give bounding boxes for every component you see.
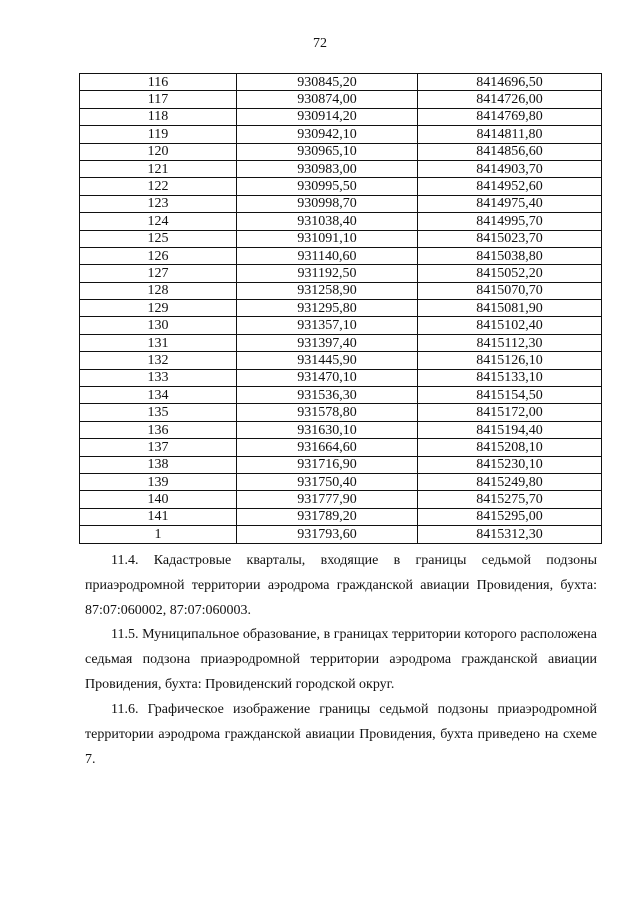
table-row (80, 195, 602, 212)
table-row (80, 317, 602, 334)
y-coordinate-cell: 8415194,40 (418, 421, 602, 438)
table-row (80, 334, 602, 351)
y-coordinate-cell: 8415249,80 (418, 473, 602, 490)
point-number-cell: 116 (80, 74, 237, 91)
y-coordinate-cell: 8415038,80 (418, 247, 602, 264)
x-coordinate-cell: 930874,00 (237, 91, 418, 108)
x-coordinate-cell: 931091,10 (237, 230, 418, 247)
x-coordinate-cell: 931038,40 (237, 213, 418, 230)
point-number-cell: 1 (80, 526, 237, 543)
table-row (80, 230, 602, 247)
point-number-cell: 129 (80, 300, 237, 317)
y-coordinate-cell: 8415295,00 (418, 508, 602, 525)
point-number-cell: 132 (80, 352, 237, 369)
y-coordinate-cell: 8415154,50 (418, 387, 602, 404)
y-coordinate-cell: 8415275,70 (418, 491, 602, 508)
table-row (80, 387, 602, 404)
y-coordinate-cell: 8415172,00 (418, 404, 602, 421)
point-number-cell: 135 (80, 404, 237, 421)
y-coordinate-cell: 8415081,90 (418, 300, 602, 317)
table-row (80, 508, 602, 525)
x-coordinate-cell: 930942,10 (237, 126, 418, 143)
table-row (80, 369, 602, 386)
y-coordinate-cell: 8414975,40 (418, 195, 602, 212)
table-row (80, 91, 602, 108)
x-coordinate-cell: 931192,50 (237, 265, 418, 282)
x-coordinate-cell: 931258,90 (237, 282, 418, 299)
table-row (80, 491, 602, 508)
x-coordinate-cell: 931578,80 (237, 404, 418, 421)
x-coordinate-cell: 931789,20 (237, 508, 418, 525)
x-coordinate-cell: 931664,60 (237, 439, 418, 456)
table-row (80, 265, 602, 282)
x-coordinate-cell: 931536,30 (237, 387, 418, 404)
table-row (80, 352, 602, 369)
x-coordinate-cell: 931295,80 (237, 300, 418, 317)
y-coordinate-cell: 8415112,30 (418, 334, 602, 351)
x-coordinate-cell: 930914,20 (237, 108, 418, 125)
point-number-cell: 124 (80, 213, 237, 230)
y-coordinate-cell: 8415102,40 (418, 317, 602, 334)
y-coordinate-cell: 8414696,50 (418, 74, 602, 91)
point-number-cell: 141 (80, 508, 237, 525)
paragraph-11-6 (85, 697, 597, 772)
table-row (80, 456, 602, 473)
point-number-cell: 130 (80, 317, 237, 334)
y-coordinate-cell: 8415023,70 (418, 230, 602, 247)
table-row (80, 300, 602, 317)
table-row (80, 282, 602, 299)
y-coordinate-cell: 8415070,70 (418, 282, 602, 299)
coordinates-table (79, 73, 602, 544)
point-number-cell: 139 (80, 473, 237, 490)
point-number-cell: 121 (80, 160, 237, 177)
x-coordinate-cell: 930965,10 (237, 143, 418, 160)
table-row (80, 143, 602, 160)
point-number-cell: 117 (80, 91, 237, 108)
y-coordinate-cell: 8415230,10 (418, 456, 602, 473)
table-row (80, 178, 602, 195)
x-coordinate-cell: 931793,60 (237, 526, 418, 543)
table-row (80, 108, 602, 125)
point-number-cell: 133 (80, 369, 237, 386)
table-row (80, 421, 602, 438)
table-row (80, 473, 602, 490)
x-coordinate-cell: 931630,10 (237, 421, 418, 438)
point-number-cell: 134 (80, 387, 237, 404)
x-coordinate-cell: 931397,40 (237, 334, 418, 351)
table-row (80, 213, 602, 230)
point-number-cell: 118 (80, 108, 237, 125)
point-number-cell: 120 (80, 143, 237, 160)
x-coordinate-cell: 930845,20 (237, 74, 418, 91)
table-row (80, 526, 602, 543)
point-number-cell: 128 (80, 282, 237, 299)
x-coordinate-cell: 931777,90 (237, 491, 418, 508)
y-coordinate-cell: 8415126,10 (418, 352, 602, 369)
paragraph-11-5 (85, 622, 597, 697)
x-coordinate-cell: 930995,50 (237, 178, 418, 195)
y-coordinate-cell: 8415133,10 (418, 369, 602, 386)
x-coordinate-cell: 931140,60 (237, 247, 418, 264)
point-number-cell: 138 (80, 456, 237, 473)
y-coordinate-cell: 8414903,70 (418, 160, 602, 177)
x-coordinate-cell: 930998,70 (237, 195, 418, 212)
point-number-cell: 126 (80, 247, 237, 264)
y-coordinate-cell: 8414726,00 (418, 91, 602, 108)
table-row (80, 404, 602, 421)
x-coordinate-cell: 931357,10 (237, 317, 418, 334)
table-row (80, 160, 602, 177)
x-coordinate-cell: 931716,90 (237, 456, 418, 473)
y-coordinate-cell: 8414811,80 (418, 126, 602, 143)
x-coordinate-cell: 930983,00 (237, 160, 418, 177)
table-row (80, 247, 602, 264)
y-coordinate-cell: 8414952,60 (418, 178, 602, 195)
point-number-cell: 140 (80, 491, 237, 508)
point-number-cell: 122 (80, 178, 237, 195)
coordinates-table-body (80, 74, 602, 544)
table-row (80, 74, 602, 91)
x-coordinate-cell: 931445,90 (237, 352, 418, 369)
paragraph-11-5-text: 11.5. Муниципальное образование, в границах территории которого расположена седьмая подзона приаэродромной территории аэродрома гражданской авиации Провидения, бухта: Провиденский городской округ. (85, 627, 597, 692)
y-coordinate-cell: 8415208,10 (418, 439, 602, 456)
y-coordinate-cell: 8414856,60 (418, 143, 602, 160)
page-number: 72 (313, 36, 327, 51)
y-coordinate-cell: 8415052,20 (418, 265, 602, 282)
point-number-cell: 123 (80, 195, 237, 212)
point-number-cell: 131 (80, 334, 237, 351)
point-number-cell: 119 (80, 126, 237, 143)
point-number-cell: 136 (80, 421, 237, 438)
y-coordinate-cell: 8414769,80 (418, 108, 602, 125)
table-row (80, 126, 602, 143)
point-number-cell: 127 (80, 265, 237, 282)
x-coordinate-cell: 931750,40 (237, 473, 418, 490)
point-number-cell: 125 (80, 230, 237, 247)
table-row (80, 439, 602, 456)
paragraph-11-4-text: 11.4. Кадастровые кварталы, входящие в границы седьмой подзоны приаэродромной территории аэродрома гражданской авиации Провидения, бухта: 87:07:060002, 87:07:060003. (85, 553, 597, 618)
y-coordinate-cell: 8415312,30 (418, 526, 602, 543)
point-number-cell: 137 (80, 439, 237, 456)
x-coordinate-cell: 931470,10 (237, 369, 418, 386)
y-coordinate-cell: 8414995,70 (418, 213, 602, 230)
paragraph-11-6-text: 11.6. Графическое изображение границы седьмой подзоны приаэродромной территории аэродрома гражданской авиации Провидения, бухта приведено на схеме 7. (85, 702, 597, 767)
paragraph-11-4 (85, 548, 597, 623)
